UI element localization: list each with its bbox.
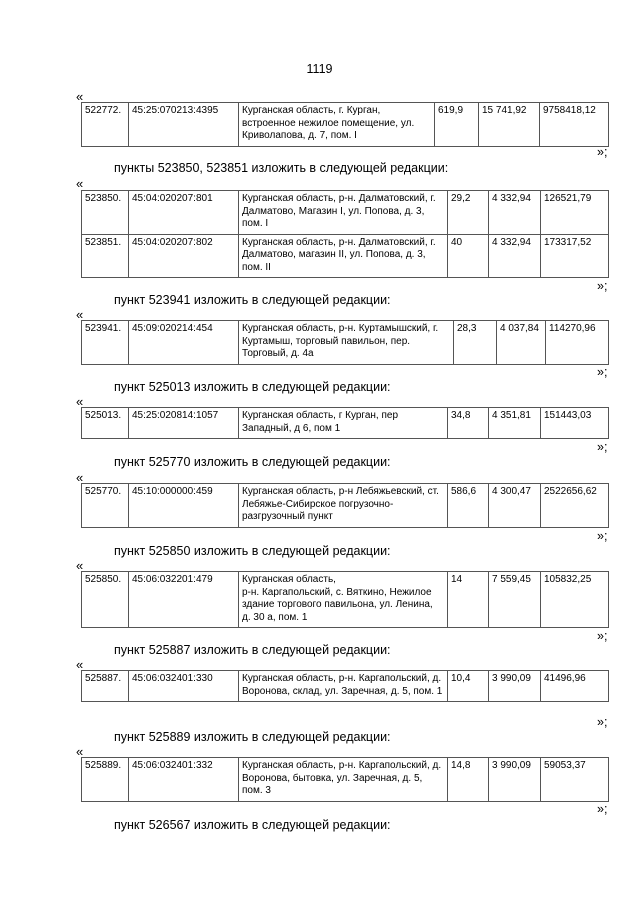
close-quote: »; bbox=[597, 279, 608, 293]
open-quote: « bbox=[76, 470, 84, 485]
instruction-text: пункт 525850 изложить в следующей редакции: bbox=[114, 544, 391, 558]
cell-num: 523941. bbox=[82, 321, 129, 365]
close-quote: »; bbox=[597, 365, 608, 379]
cell-value: 114270,96 bbox=[546, 321, 609, 365]
cell-address: Курганская область, р-н. Каргапольский, д. Воронова, бытовка, ул. Заречная, д. 5, пом. 3 bbox=[239, 758, 448, 802]
cell-area: 14,8 bbox=[448, 758, 489, 802]
table-row bbox=[82, 758, 609, 802]
instruction-text: пункт 525887 изложить в следующей редакции: bbox=[114, 643, 391, 657]
cell-num: 525889. bbox=[82, 758, 129, 802]
table-row bbox=[82, 234, 609, 278]
cell-address: Курганская область, р-н. Каргапольский, д. Воронова, склад, ул. Заречная, д. 5, пом. 1 bbox=[239, 671, 448, 702]
table-522772 bbox=[81, 102, 609, 147]
cell-value: 41496,96 bbox=[541, 671, 609, 702]
table-row bbox=[82, 191, 609, 235]
cell-rate: 4 351,81 bbox=[489, 408, 541, 439]
cell-cadastral: 45:25:070213:4395 bbox=[129, 103, 239, 147]
table-525013 bbox=[81, 407, 609, 439]
cell-rate: 7 559,45 bbox=[489, 572, 541, 628]
instruction-text: пункт 525770 изложить в следующей редакции: bbox=[114, 455, 391, 469]
open-quote: « bbox=[76, 657, 84, 672]
cell-rate: 3 990,09 bbox=[489, 671, 541, 702]
table-523850 bbox=[81, 190, 609, 278]
table-row bbox=[82, 671, 609, 702]
cell-address: Курганская область, р-н. Далматовский, г. Далматово, Магазин I, ул. Попова, д. 3, пом. I bbox=[239, 191, 448, 235]
cell-value: 59053,37 bbox=[541, 758, 609, 802]
cell-cadastral: 45:09:020214:454 bbox=[129, 321, 239, 365]
instruction-text: пункт 523941 изложить в следующей редакции: bbox=[114, 293, 391, 307]
cell-num: 525850. bbox=[82, 572, 129, 628]
cell-address: Курганская область, г. Курган, встроенное нежилое помещение, ул. Криволапова, д. 7, пом. I bbox=[239, 103, 435, 147]
cell-address: Курганская область, р-н Лебяжьевский, ст. Лебяжье-Сибирское погрузочно-разгрузочный пункт bbox=[239, 484, 448, 528]
cell-area: 586,6 bbox=[448, 484, 489, 528]
cell-num: 522772. bbox=[82, 103, 129, 147]
cell-cadastral: 45:04:020207:802 bbox=[129, 234, 239, 278]
open-quote: « bbox=[76, 394, 84, 409]
cell-value: 151443,03 bbox=[541, 408, 609, 439]
cell-area: 34,8 bbox=[448, 408, 489, 439]
instruction-text: пункт 525013 изложить в следующей редакции: bbox=[114, 380, 391, 394]
cell-rate: 15 741,92 bbox=[479, 103, 540, 147]
cell-address: Курганская область, р-н. Каргапольский, с. Вяткино, Нежилое здание торгового павильона, ул. Ленина, д. 30 а, пом. 1 bbox=[239, 572, 448, 628]
cell-cadastral: 45:06:032401:332 bbox=[129, 758, 239, 802]
cell-cadastral: 45:06:032401:330 bbox=[129, 671, 239, 702]
close-quote: »; bbox=[597, 802, 608, 816]
cell-rate: 4 037,84 bbox=[497, 321, 546, 365]
open-quote: « bbox=[76, 307, 84, 322]
cell-area: 619,9 bbox=[435, 103, 479, 147]
cell-rate: 3 990,09 bbox=[489, 758, 541, 802]
table-525770 bbox=[81, 483, 609, 528]
page-number: 1119 bbox=[306, 62, 333, 76]
cell-value: 173317,52 bbox=[541, 234, 609, 278]
instruction-text: пункт 526567 изложить в следующей редакции: bbox=[114, 818, 391, 832]
cell-address: Курганская область, р-н. Далматовский, г. Далматово, магазин II, ул. Попова, д. 3, пом. II bbox=[239, 234, 448, 278]
cell-value: 9758418,12 bbox=[540, 103, 609, 147]
cell-rate: 4 332,94 bbox=[489, 234, 541, 278]
close-quote: »; bbox=[597, 145, 608, 159]
instruction-text: пункты 523850, 523851 изложить в следующей редакции: bbox=[114, 161, 449, 175]
cell-num: 525013. bbox=[82, 408, 129, 439]
table-row bbox=[82, 484, 609, 528]
cell-cadastral: 45:04:020207:801 bbox=[129, 191, 239, 235]
close-quote: »; bbox=[597, 529, 608, 543]
cell-area: 29,2 bbox=[448, 191, 489, 235]
table-523941 bbox=[81, 320, 609, 365]
cell-area: 40 bbox=[448, 234, 489, 278]
open-quote: « bbox=[76, 744, 84, 759]
cell-value: 2522656,62 bbox=[541, 484, 609, 528]
table-525887 bbox=[81, 670, 609, 702]
table-row bbox=[82, 103, 609, 147]
cell-rate: 4 300,47 bbox=[489, 484, 541, 528]
cell-rate: 4 332,94 bbox=[489, 191, 541, 235]
cell-area: 10,4 bbox=[448, 671, 489, 702]
table-525850 bbox=[81, 571, 609, 628]
table-525889 bbox=[81, 757, 609, 802]
open-quote: « bbox=[76, 89, 84, 104]
cell-address: Курганская область, г Курган, пер Западный, д 6, пом 1 bbox=[239, 408, 448, 439]
close-quote: »; bbox=[597, 715, 608, 729]
cell-num: 525770. bbox=[82, 484, 129, 528]
cell-value: 105832,25 bbox=[541, 572, 609, 628]
cell-value: 126521,79 bbox=[541, 191, 609, 235]
cell-cadastral: 45:06:032201:479 bbox=[129, 572, 239, 628]
open-quote: « bbox=[76, 176, 84, 191]
table-row bbox=[82, 321, 609, 365]
cell-num: 525887. bbox=[82, 671, 129, 702]
cell-num: 523850. bbox=[82, 191, 129, 235]
close-quote: »; bbox=[597, 629, 608, 643]
cell-address: Курганская область, р-н. Куртамышский, г. Куртамыш, торговый павильон, пер. Торговый, д. 4а bbox=[239, 321, 454, 365]
open-quote: « bbox=[76, 558, 84, 573]
cell-cadastral: 45:25:020814:1057 bbox=[129, 408, 239, 439]
cell-num: 523851. bbox=[82, 234, 129, 278]
table-row bbox=[82, 408, 609, 439]
table-row bbox=[82, 572, 609, 628]
cell-area: 28,3 bbox=[454, 321, 497, 365]
close-quote: »; bbox=[597, 440, 608, 454]
cell-area: 14 bbox=[448, 572, 489, 628]
instruction-text: пункт 525889 изложить в следующей редакции: bbox=[114, 730, 391, 744]
cell-cadastral: 45:10:000000:459 bbox=[129, 484, 239, 528]
